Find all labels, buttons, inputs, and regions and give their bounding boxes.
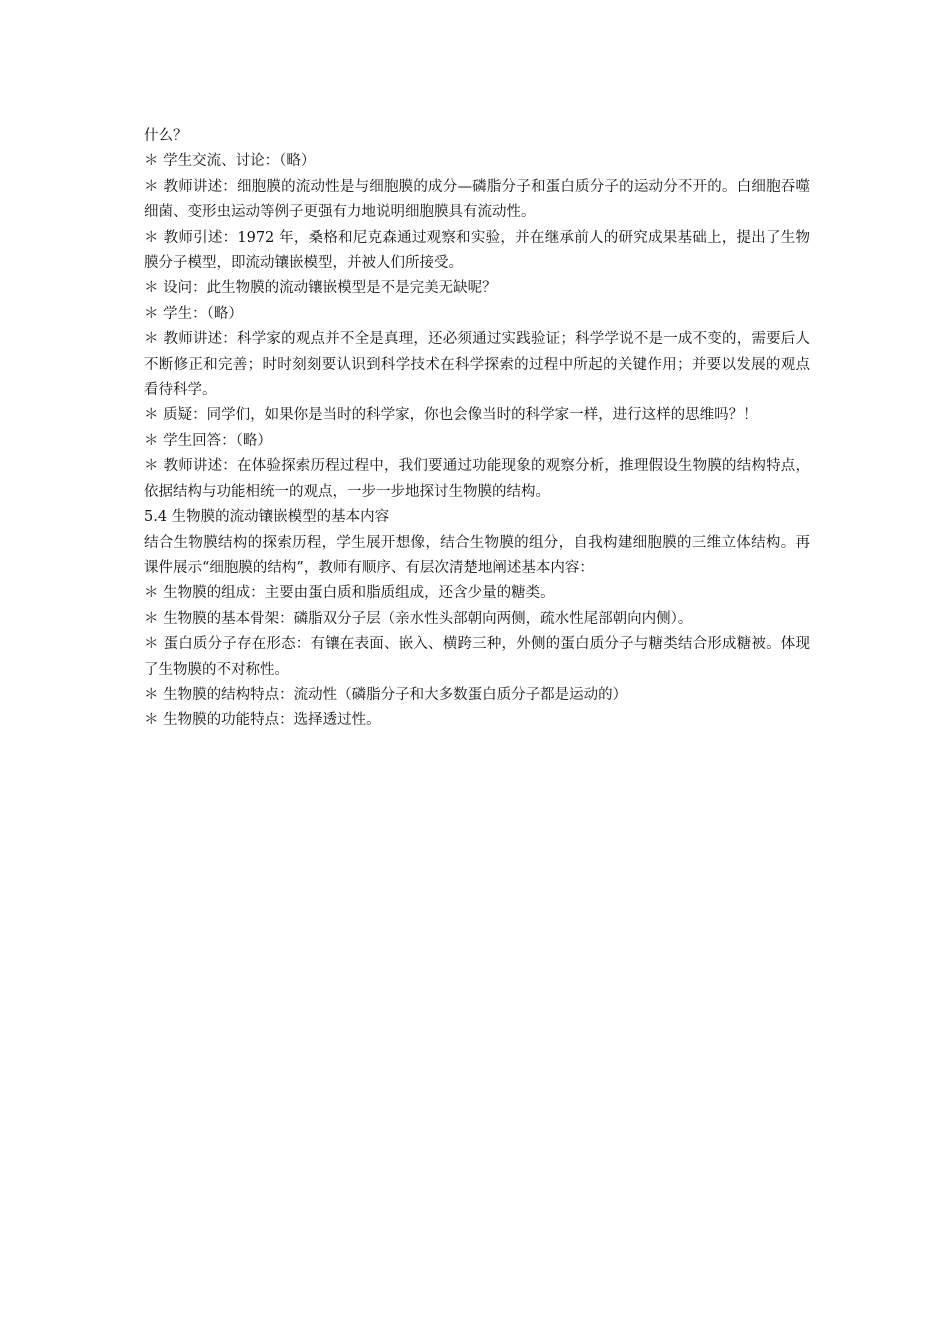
paragraph-continuation: 什么？: [144, 128, 188, 144]
paragraph-teacher-on-exploration: ＊ 教师讲述：在体验探索历程过程中，我们要通过功能现象的观察分析，推理假设生物膜的结构特点，依据结构与功能相统一的观点，一步一步地探讨生物膜的结构。: [144, 458, 810, 500]
section-heading: 5.4 生物膜的流动镶嵌模型的基本内容: [144, 509, 390, 526]
paragraph-challenge: ＊ 质疑：同学们，如果你是当时的科学家，你也会像当时的科学家一样，进行这样的思维吗？！: [144, 407, 758, 424]
paragraph-section-intro: 结合生物膜结构的探索历程，学生展开想像，结合生物膜的组分，自我构建细胞膜的三维立体结构。再课件展示“细胞膜的结构”，教师有顺序、有层次清楚地阐述基本内容：: [144, 534, 810, 576]
list-item-structural-feature: ＊ 生物膜的结构特点：流动性（磷脂分子和大多数蛋白质分子都是运动的）: [144, 686, 628, 703]
list-item-protein-forms: ＊ 蛋白质分子存在形态：有镶在表面、嵌入、横跨三种，外侧的蛋白质分子与糖类结合形成糖被。体现了生物膜的不对称性。: [144, 636, 810, 678]
list-item-composition: ＊ 生物膜的组成：主要由蛋白质和脂质组成，还含少量的糖类。: [144, 585, 555, 602]
paragraph-student-answer: ＊ 学生：（略）: [144, 305, 243, 322]
paragraph-question: ＊ 设问：此生物膜的流动镶嵌模型是不是完美无缺呢？: [144, 280, 497, 297]
list-item-basic-skeleton: ＊ 生物膜的基本骨架：磷脂双分子层（亲水性头部朝向两侧，疏水性尾部朝向内侧）。: [144, 610, 693, 627]
list-item-functional-feature: ＊ 生物膜的功能特点：选择透过性。: [144, 712, 381, 729]
document-body: [144, 124, 810, 734]
paragraph-teacher-cites-1972: ＊ 教师引述：1972 年，桑格和尼克森通过观察和实验，并在继承前人的研究成果基础上，提出了生物膜分子模型，即流动镶嵌模型，并被人们所接受。: [144, 229, 810, 272]
paragraph-teacher-on-science: ＊ 教师讲述：科学家的观点并不全是真理，还必须通过实践验证；科学学说不是一成不变的，需要后人不断修正和完善；时时刻刻要认识到科学技术在科学探索的过程中所起的关键作用；并要以发展的观点看待科学。: [144, 331, 810, 399]
paragraph-teacher-explains-fluidity: ＊ 教师讲述：细胞膜的流动性是与细胞膜的成分—磷脂分子和蛋白质分子的运动分不开的。白细胞吞噬细菌、变形虫运动等例子更强有力地说明细胞膜具有流动性。: [144, 178, 810, 221]
paragraph-student-reply: ＊ 学生回答：（略）: [144, 432, 272, 449]
paragraph-student-discussion: ＊ 学生交流、讨论：（略）: [144, 153, 316, 170]
